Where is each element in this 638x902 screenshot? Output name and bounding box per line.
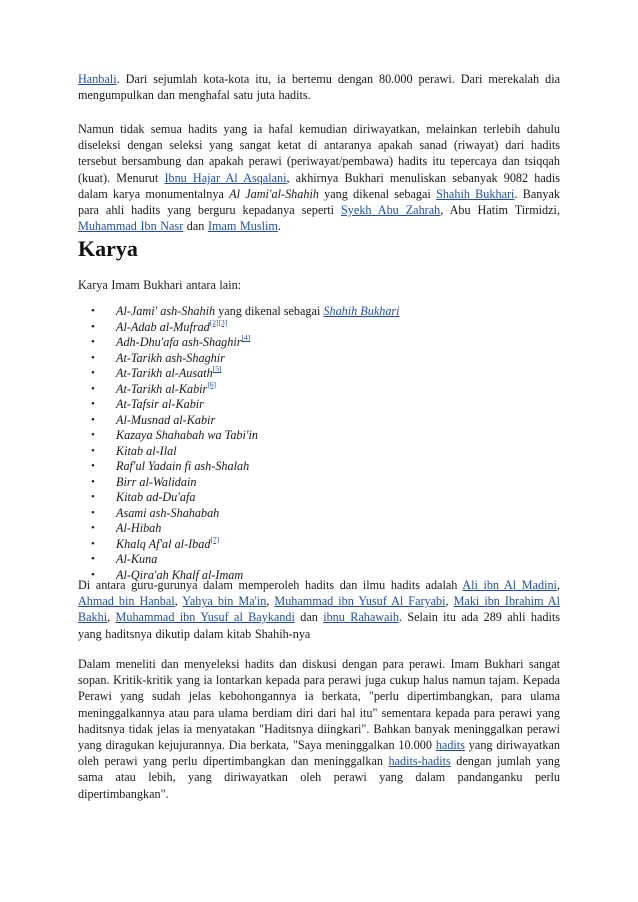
- list-item: [78, 459, 400, 475]
- paragraph-text: dengan jumlah yang sama atau lebih, yang diriwayatkan oleh perawi yang dalam pandanganku perlu dipertimbangkan".: [78, 754, 560, 801]
- reference-link[interactable]: [4]: [241, 333, 251, 342]
- work-title: Al-Hibah: [116, 521, 162, 535]
- paragraph-text: . Banyak para ahli hadits yang berguru kepadanya seperti: [78, 186, 560, 218]
- link-ibn-nasr[interactable]: Muhammad Ibn Nasr: [78, 219, 184, 234]
- list-item: [78, 379, 400, 398]
- reference-link[interactable]: [5]: [212, 364, 222, 373]
- list-item: [78, 304, 400, 320]
- list-item: [78, 413, 400, 429]
- link-hanbali[interactable]: Hanbali: [78, 72, 117, 86]
- link-abu-zahrah[interactable]: Syekh Abu Zahrah: [341, 203, 441, 218]
- list-item: [78, 506, 400, 522]
- book-title: Al Jami'al-Shahih: [229, 186, 319, 201]
- work-title: Kitab ad-Du'afa: [116, 490, 196, 504]
- separator: ,: [556, 578, 560, 592]
- paragraph-text: . Selain itu ada 289 ahli hadits yang haditsnya dikutip dalam kitab Shahih-nya: [78, 610, 560, 641]
- link-imam-muslim[interactable]: Imam Muslim: [207, 219, 278, 234]
- separator: ,: [445, 594, 454, 609]
- list-item: [78, 552, 400, 568]
- paragraph-text: .: [277, 219, 281, 234]
- work-title: Asami ash-Shahabah: [116, 505, 220, 520]
- work-suffix: yang dikenal sebagai: [215, 304, 324, 318]
- list-item: [78, 521, 400, 537]
- link-hadits[interactable]: hadits: [435, 738, 465, 753]
- paragraph-teachers: [78, 577, 560, 642]
- paragraph-text: dan: [183, 219, 208, 234]
- work-title: At-Tafsir al-Kabir: [116, 397, 204, 411]
- link-al-faryabi[interactable]: Muhammad ibn Yusuf Al Faryabi: [274, 594, 446, 609]
- link-ali-ibn-al-madini[interactable]: Ali ibn Al Madini: [462, 578, 557, 592]
- paragraph-selection: [78, 121, 560, 234]
- list-item: [78, 475, 400, 491]
- paragraph-text: , akhirnya Bukhari menuliskan sebanyak 9082 hadis dalam karya monumentalnya: [78, 170, 560, 201]
- work-title: Raf'ul Yadain fi ash-Shalah: [116, 459, 250, 473]
- paragraph-critique: [78, 656, 560, 802]
- paragraph-text: dan: [294, 610, 324, 625]
- reference-link[interactable]: [2][3]: [209, 317, 228, 327]
- list-item: [78, 366, 400, 382]
- work-title: Kitab al-Ilal: [116, 443, 177, 458]
- separator: ,: [266, 594, 275, 609]
- work-title: Al-Jami' ash-Shahih: [116, 304, 216, 318]
- work-title: At-Tarikh al-Kabir: [116, 381, 208, 396]
- link-yahya-bin-main[interactable]: Yahya bin Ma'in: [182, 594, 267, 609]
- work-title: Al-Adab al-Mufrad: [116, 319, 210, 334]
- works-list: [78, 304, 400, 583]
- list-item: [78, 490, 400, 506]
- work-title: Al-Musnad al-Kabir: [116, 412, 216, 427]
- separator: ,: [107, 610, 116, 625]
- link-al-baykandi[interactable]: Muhammad ibn Yusuf al Baykandi: [115, 610, 295, 625]
- work-title: Al-Qira'ah Khalf al-Imam: [116, 567, 244, 582]
- paragraph-text: . Dari sejumlah kota-kota itu, ia bertemu dengan 80.000 perawi. Dari merekalah dia mengumpulkan dan menghafal satu juta hadits.: [78, 72, 560, 103]
- work-title: At-Tarikh ash-Shaghir: [116, 350, 225, 365]
- paragraph-text: yang dikenal sebagai: [318, 186, 437, 201]
- link-shahih-bukhari[interactable]: Shahih Bukhari: [323, 304, 400, 318]
- paragraph-text: , Abu Hatim Tirmidzi,: [440, 203, 560, 218]
- section-heading-karya: Karya: [78, 236, 138, 261]
- work-title: Khalq Af'al al-Ibad: [116, 536, 211, 551]
- list-item: [78, 444, 400, 460]
- paragraph-cities: [78, 71, 560, 103]
- link-ahmad-bin-hanbal[interactable]: Ahmad bin Hanbal: [78, 594, 175, 609]
- separator: ,: [174, 594, 183, 609]
- list-item: [78, 428, 400, 444]
- paragraph-text: Dalam meneliti dan menyeleksi hadits dan diskusi dengan para perawi. Imam Bukhari sangat sopan. Kritik-kritik yang ia lontarkan kepada para perawi juga cukup halus namun tajam. Kepada Perawi yang sudah jelas kebohongannya ia berkata, "perlu dipertimbangkan, para ulama meninggalkannya atau para ulama berdiam diri dari hal itu" sementara kepada para perawi yang haditsnya tidak jelas ia menyatakan "Haditsnya diingkari". Bahkan banyak meninggalkan perawi yang diragukan kejujurannya. Dia berkata, "Saya meninggalkan 10.000: [78, 657, 560, 753]
- work-title: Birr al-Walidain: [116, 474, 197, 489]
- link-ibnu-rahawaih[interactable]: ibnu Rahawaih: [323, 610, 399, 625]
- link-hadits-hadits[interactable]: hadits-hadits: [388, 754, 451, 769]
- link-maki-ibn-ibrahim[interactable]: Maki ibn Ibrahim Al Bakhi: [78, 594, 560, 625]
- list-item: [78, 534, 400, 553]
- reference-link[interactable]: [6]: [207, 379, 217, 389]
- works-intro: Karya Imam Bukhari antara lain:: [78, 278, 242, 292]
- paragraph-text: Di antara guru-gurunya dalam memperoleh hadits dan ilmu hadits adalah: [78, 578, 463, 592]
- list-item: [78, 317, 400, 336]
- work-title: At-Tarikh al-Ausath: [116, 366, 213, 380]
- list-item: [78, 397, 400, 413]
- list-item: [78, 351, 400, 367]
- paragraph-text: yang diriwayatkan oleh perawi yang perlu dipertimbangkan dan meninggalkan: [78, 738, 560, 769]
- reference-link[interactable]: [7]: [210, 534, 220, 544]
- link-shahih-bukhari[interactable]: Shahih Bukhari: [436, 186, 515, 201]
- work-title: Al-Kuna: [116, 552, 158, 566]
- paragraph-text: Namun tidak semua hadits yang ia hafal kemudian diriwayatkan, melainkan terlebih dahulu diseleksi dengan seleksi yang sangat ketat di antaranya apakah sanad (riwayat) dari hadits tersebut bersambung dan apakah perawi (periwayat/pembawa) hadits itu tepercaya dan tsiqqah (kuat). Menurut: [78, 122, 560, 185]
- link-ibnu-hajar[interactable]: Ibnu Hajar Al Asqalani: [164, 170, 287, 185]
- work-title: Kazaya Shahabah wa Tabi'in: [116, 428, 258, 442]
- work-title: Adh-Dhu'afa ash-Shaghir: [116, 335, 242, 349]
- list-item: [78, 335, 400, 351]
